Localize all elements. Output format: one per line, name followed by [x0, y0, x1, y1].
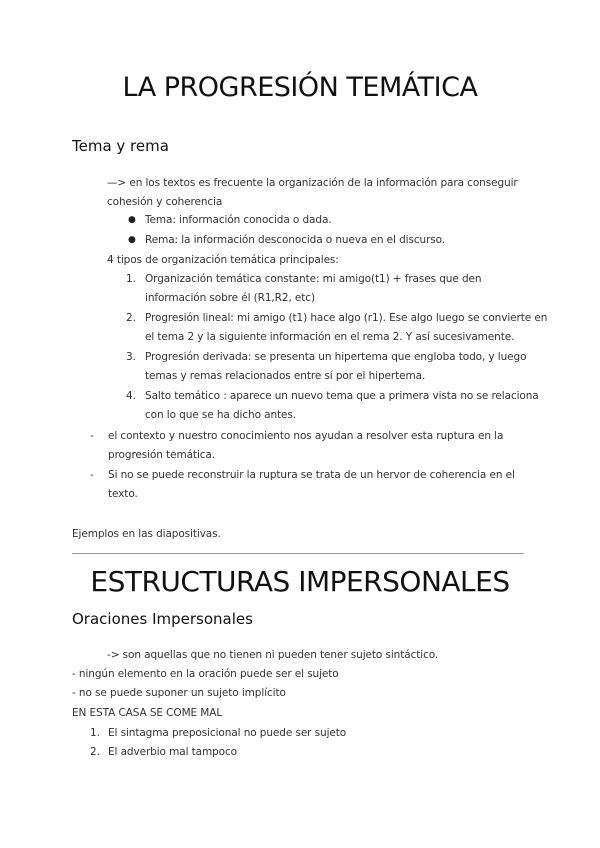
dash-line: - ningún elemento en la oración puede ser el sujeto [72, 668, 339, 680]
section-divider [72, 553, 524, 554]
intro-line: cohesión y coherencia [107, 196, 223, 208]
dash-marker: - [90, 430, 94, 442]
types-heading: 4 tipos de organización temática principales: [107, 254, 339, 266]
list-number: 1. [90, 727, 100, 739]
dash-marker: - [90, 469, 94, 481]
list-item-line: el tema 2 y la siguiente información en el rema 2. Y así sucesivamente. [145, 331, 515, 343]
bullet-item: Tema: información conocida o dada. [145, 214, 332, 226]
list-number: 3. [126, 351, 136, 363]
list-item-line: Progresión lineal: mi amigo (t1) hace algo (r1). Ese algo luego se convierte en [145, 312, 548, 324]
list-item-line: Organización temática constante: mi amigo(t1) + frases que den [145, 273, 482, 285]
list-item-line: Progresión derivada: se presenta un hipertema que engloba todo, y luego [145, 351, 527, 363]
list-item-line: información sobre él (R1,R2, etc) [145, 292, 315, 304]
page-title: LA PROGRESIÓN TEMÁTICA [122, 72, 478, 103]
bullet-item: Rema: la información desconocida o nueva en el discurso. [145, 234, 446, 246]
dash-line: - no se puede suponer un sujeto implícito [72, 687, 286, 699]
dash-item-line: texto. [108, 488, 138, 500]
examples-note: Ejemplos en las diapositivas. [72, 528, 221, 540]
intro-line: —> en los textos es frecuente la organización de la información para conseguir [107, 177, 518, 189]
intro-line: -> son aquellas que no tienen ni pueden tener sujeto sintáctico. [107, 649, 439, 661]
list-item: El sintagma preposicional no puede ser sujeto [108, 727, 347, 739]
list-number: 1. [126, 273, 136, 285]
list-item-line: Salto temático : aparece un nuevo tema que a primera vista no se relaciona [145, 390, 539, 402]
section-title-impersonales: ESTRUCTURAS IMPERSONALES [90, 565, 510, 598]
bullet-marker: ● [128, 235, 136, 245]
dash-item-line: Si no se puede reconstruir la ruptura se trata de un hervor de coherencia en el [108, 469, 515, 481]
list-item: El adverbio mal tampoco [108, 746, 238, 758]
list-item-line: con lo que se ha dicho antes. [145, 409, 297, 421]
list-item-line: temas y remas relacionados entre sí por el hipertema. [145, 370, 426, 382]
dash-item-line: el contexto y nuestro conocimiento nos ayudan a resolver esta ruptura en la [108, 430, 504, 442]
list-number: 2. [90, 746, 100, 758]
section-subtitle-tema-rema: Tema y rema [72, 137, 169, 155]
example-sentence: EN ESTA CASA SE COME MAL [72, 707, 223, 719]
bullet-marker: ● [128, 215, 136, 225]
dash-item-line: progresión temática. [108, 449, 216, 461]
list-number: 2. [126, 312, 136, 324]
list-number: 4. [126, 390, 136, 402]
section-subtitle-oraciones: Oraciones Impersonales [72, 610, 253, 628]
